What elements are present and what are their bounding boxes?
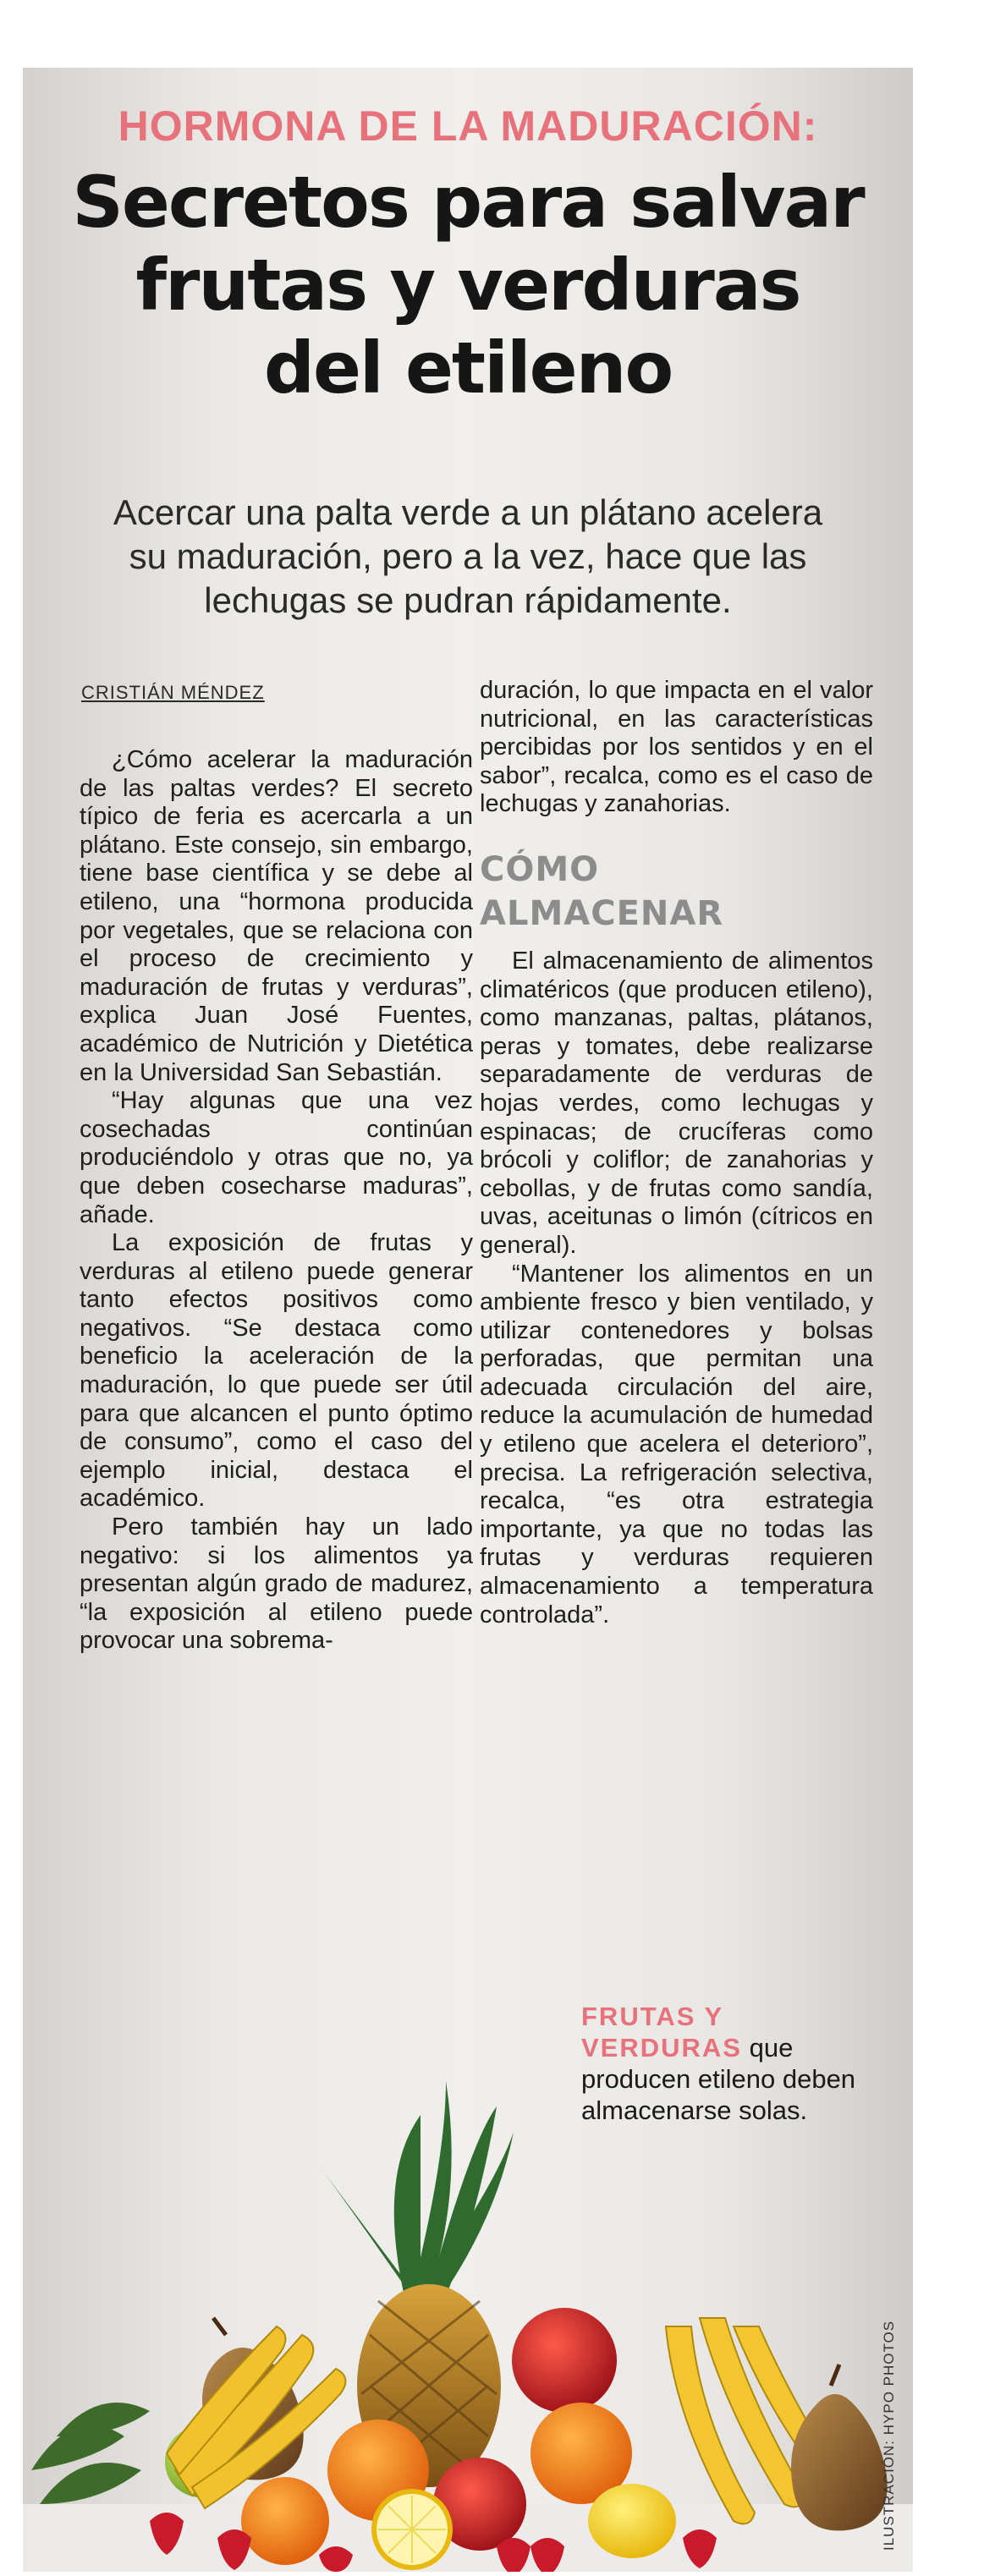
paragraph: El almacenamiento de alimentos climatéricos (que producen etileno), como manzanas, paltas, plátanos, peras y tomates, debe realizarse separadamente de verduras de hojas verdes, como lechugas y espinacas; de crucíferas como brócoli y coliflor; de zanahorias y cebollas, y de frutas como sandía, uvas, aceitunas o limón (cítricos en general). [480, 947, 873, 1259]
leaf-icon [31, 2403, 150, 2504]
deck-line: lechugas se pudran rápidamente. [204, 580, 732, 620]
red-apple-icon [512, 2308, 617, 2413]
headline-line: del etileno [263, 327, 673, 409]
byline: CRISTIÁN MÉNDEZ [81, 682, 265, 703]
paragraph-continued: duración, lo que impacta en el valor nutricional, en las características percibidas por los sentidos y en el sabor”, recalca, como es el caso de lechugas y zanahorias. [480, 677, 873, 818]
photo-credit: ILUSTRACIÓN: HYPO PHOTOS [881, 2320, 897, 2551]
lemon-icon [588, 2484, 676, 2558]
column-right [480, 677, 873, 1629]
pineapple-icon [319, 2081, 514, 2487]
pear-icon [791, 2365, 888, 2530]
paragraph: “Mantener los alimentos en un ambiente fresco y bien ventilado, y utilizar contenedores y bolsas perforadas, que permitan una adecuada circulación del aire, reduce la acumulación de humedad y etileno que acelera el deterioro”, precisa. La refrigeración selectiva, recalca, “es otra estrategia importante, ya que no todas las frutas y verduras requieren almacenamiento a temperatura controlada”. [480, 1260, 873, 1629]
paragraph: La exposición de frutas y verduras al etileno puede generar tanto efectos positivos como negativos. “Se destaca como beneficio la aceleración de la maduración, lo que puede ser útil para que alcancen el punto óptimo de consumo”, como el caso del ejemplo inicial, destaca el académico. [80, 1229, 473, 1513]
deck-line: su maduración, pero a la vez, hace que las [129, 536, 807, 576]
caption-text: que producen etileno deben almacenarse solas. [581, 2033, 856, 2125]
column-left [80, 746, 473, 1656]
banana-bunch-icon [167, 2326, 345, 2508]
deck-line: Acercar una palta verde a un plátano acelera [113, 492, 823, 532]
article-page [23, 68, 913, 2572]
paragraph: Pero también hay un lado negativo: si los alimentos ya presentan algún grado de madurez, “la exposición al etileno puede provocar una sobrema- [80, 1513, 473, 1655]
paragraph: ¿Cómo acelerar la maduración de las paltas verdes? El secreto típico de feria es acercarla a un plátano. Este consejo, sin embargo, tiene base científica y se debe al etileno, una “hormona producida por vegetales, que se relaciona con el proceso de crecimiento y maduración de frutas y verduras”, explica Juan José Fuentes, académico de Nutrición y Dietética en la Universidad San Sebastián. [80, 746, 473, 1086]
subhead-line: ALMACENAR [480, 893, 724, 933]
kicker: HORMONA DE LA MADURACIÓN: [118, 102, 818, 150]
caption-accent: FRUTAS Y [581, 2002, 724, 2031]
lemon-slice-icon [374, 2491, 450, 2568]
photo-caption [581, 2001, 903, 2126]
headline [40, 161, 896, 409]
deck [40, 491, 896, 623]
subhead [480, 848, 873, 936]
caption-accent: VERDURAS [581, 2033, 742, 2062]
orange-icon [241, 2477, 329, 2565]
paragraph: “Hay algunas que una vez cosechadas continúan produciéndolo y otras que no, ya que deben cosecharse maduras”, añade. [80, 1087, 473, 1228]
subhead-line: CÓMO [480, 849, 600, 889]
headline-line: frutas y verduras [135, 244, 800, 327]
headline-line: Secretos para salvar [72, 161, 864, 244]
